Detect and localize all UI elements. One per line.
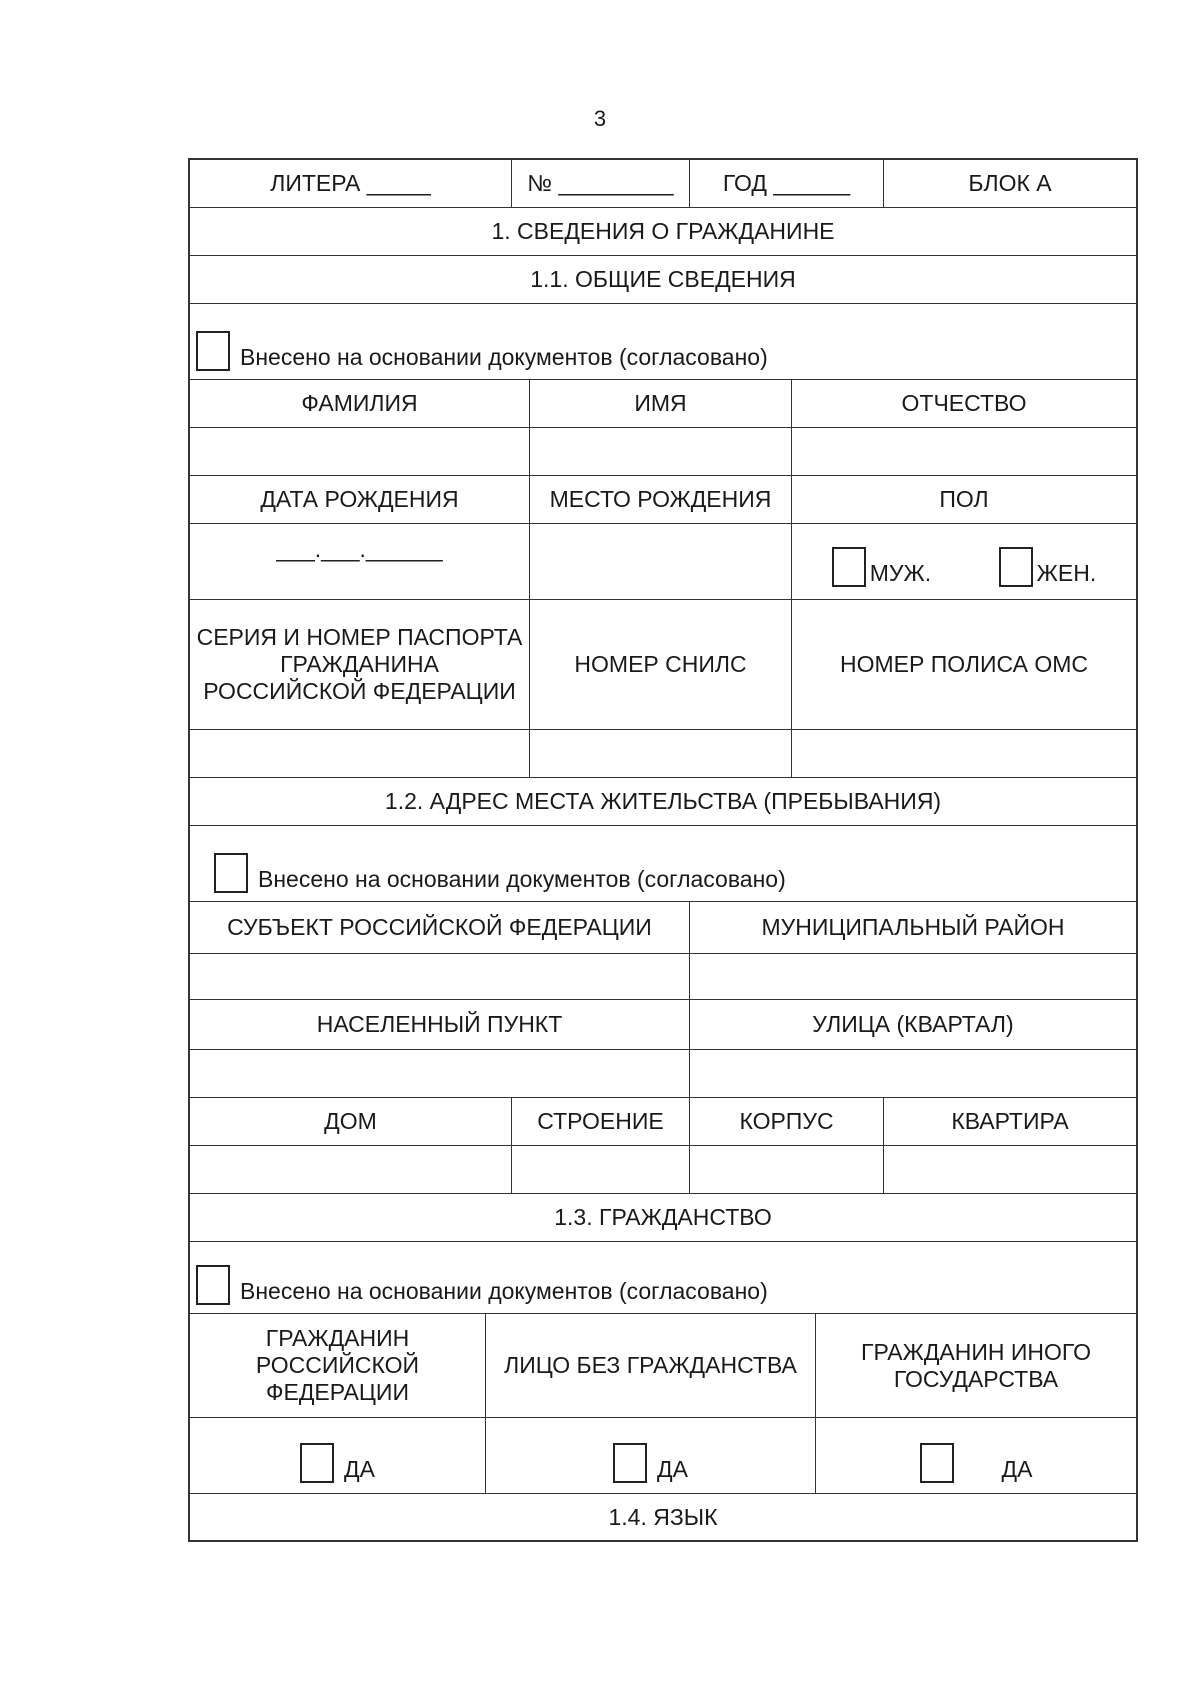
street-field[interactable] <box>690 1050 1136 1097</box>
building-field[interactable] <box>512 1146 690 1193</box>
sex-male-checkbox[interactable] <box>832 547 866 587</box>
birth-place-field[interactable] <box>530 524 792 599</box>
citizen-form <box>188 158 1138 1542</box>
citizenship-agreed-checkbox[interactable] <box>196 1265 230 1305</box>
stateless-yes-label: ДА <box>657 1456 688 1482</box>
apartment-header: КВАРТИРА <box>951 1108 1069 1134</box>
district-field[interactable] <box>690 954 1136 999</box>
house-field[interactable] <box>190 1146 512 1193</box>
oms-header: НОМЕР ПОЛИСА ОМС <box>839 651 1088 677</box>
snils-field[interactable] <box>530 730 792 777</box>
corpus-field[interactable] <box>690 1146 884 1193</box>
foreign-citizen-yes-option[interactable] <box>816 1418 1136 1493</box>
rf-citizen-yes-checkbox[interactable] <box>300 1443 334 1483</box>
settlement-field[interactable] <box>190 1050 690 1097</box>
year-field[interactable]: ГОД ______ <box>690 160 884 207</box>
passport-header: СЕРИЯ И НОМЕР ПАСПОРТА ГРАЖДАНИНА РОССИЙСКОЙ ФЕДЕРАЦИИ <box>190 600 530 729</box>
sex-female-option[interactable] <box>999 547 1097 587</box>
sex-options <box>792 524 1136 599</box>
sex-male-option[interactable] <box>832 547 931 587</box>
block-label: БЛОК А <box>968 170 1052 196</box>
foreign-citizen-yes-label: ДА <box>1001 1456 1033 1482</box>
rf-citizen-header: ГРАЖДАНИН РОССИЙСКОЙ ФЕДЕРАЦИИ <box>190 1314 486 1417</box>
patronymic-field[interactable] <box>792 428 1136 475</box>
rf-citizen-yes-option[interactable] <box>190 1418 486 1493</box>
foreign-citizen-yes-checkbox[interactable] <box>920 1443 954 1483</box>
form-header-row <box>190 160 1136 208</box>
house-header: ДОМ <box>190 1098 512 1145</box>
section-1-2-title: 1.2. АДРЕС МЕСТА ЖИТЕЛЬСТВА (ПРЕБЫВАНИЯ) <box>384 788 942 814</box>
address-agreed-label: Внесено на основании документов (согласовано) <box>258 866 786 892</box>
general-agreed-label: Внесено на основании документов (согласовано) <box>240 344 768 370</box>
district-header: МУНИЦИПАЛЬНЫЙ РАЙОН <box>761 914 1065 940</box>
name-header: ИМЯ <box>530 380 792 427</box>
birth-date-header: ДАТА РОЖДЕНИЯ <box>190 476 530 523</box>
sex-female-checkbox[interactable] <box>999 547 1033 587</box>
citizenship-agreed-row <box>190 1242 1136 1313</box>
address-agreed-checkbox[interactable] <box>214 853 248 893</box>
corpus-header: КОРПУС <box>690 1098 884 1145</box>
passport-field[interactable] <box>190 730 530 777</box>
surname-header: ФАМИЛИЯ <box>190 380 530 427</box>
section-1-4-title: 1.4. ЯЗЫК <box>608 1503 718 1530</box>
stateless-header: ЛИЦО БЕЗ ГРАЖДАНСТВА <box>486 1314 816 1417</box>
birth-date-field[interactable]: ___.___.______ <box>190 524 530 599</box>
apartment-field[interactable] <box>884 1146 1136 1193</box>
name-field[interactable] <box>530 428 792 475</box>
citizenship-agreed-label: Внесено на основании документов (согласовано) <box>240 1278 768 1304</box>
stateless-yes-checkbox[interactable] <box>613 1443 647 1483</box>
subject-header: СУБЪЕКТ РОССИЙСКОЙ ФЕДЕРАЦИИ <box>190 902 690 953</box>
surname-field[interactable] <box>190 428 530 475</box>
rf-citizen-yes-label: ДА <box>344 1456 375 1482</box>
general-agreed-row <box>190 304 1136 379</box>
sex-female-label: ЖЕН. <box>1036 560 1097 586</box>
page-number: 3 <box>593 106 607 131</box>
settlement-header: НАСЕЛЕННЫЙ ПУНКТ <box>190 1000 690 1049</box>
patronymic-header: ОТЧЕСТВО <box>901 390 1027 416</box>
address-agreed-row <box>190 826 1136 901</box>
subject-field[interactable] <box>190 954 690 999</box>
litera-field[interactable]: ЛИТЕРА _____ <box>190 160 512 207</box>
sex-header: ПОЛ <box>939 486 989 512</box>
section-1-title: 1. СВЕДЕНИЯ О ГРАЖДАНИНЕ <box>491 218 835 244</box>
oms-field[interactable] <box>792 730 1136 777</box>
street-header: УЛИЦА (КВАРТАЛ) <box>812 1011 1014 1037</box>
snils-header: НОМЕР СНИЛС <box>530 600 792 729</box>
number-field[interactable]: № _________ <box>512 160 690 207</box>
stateless-yes-option[interactable] <box>486 1418 816 1493</box>
section-1-3-title: 1.3. ГРАЖДАНСТВО <box>554 1204 772 1230</box>
building-header: СТРОЕНИЕ <box>512 1098 690 1145</box>
general-agreed-checkbox[interactable] <box>196 331 230 371</box>
sex-male-label: МУЖ. <box>869 560 932 586</box>
birth-place-header: МЕСТО РОЖДЕНИЯ <box>530 476 792 523</box>
foreign-citizen-header: ГРАЖДАНИН ИНОГО ГОСУДАРСТВА <box>861 1338 1091 1392</box>
section-1-1-title: 1.1. ОБЩИЕ СВЕДЕНИЯ <box>530 266 796 292</box>
